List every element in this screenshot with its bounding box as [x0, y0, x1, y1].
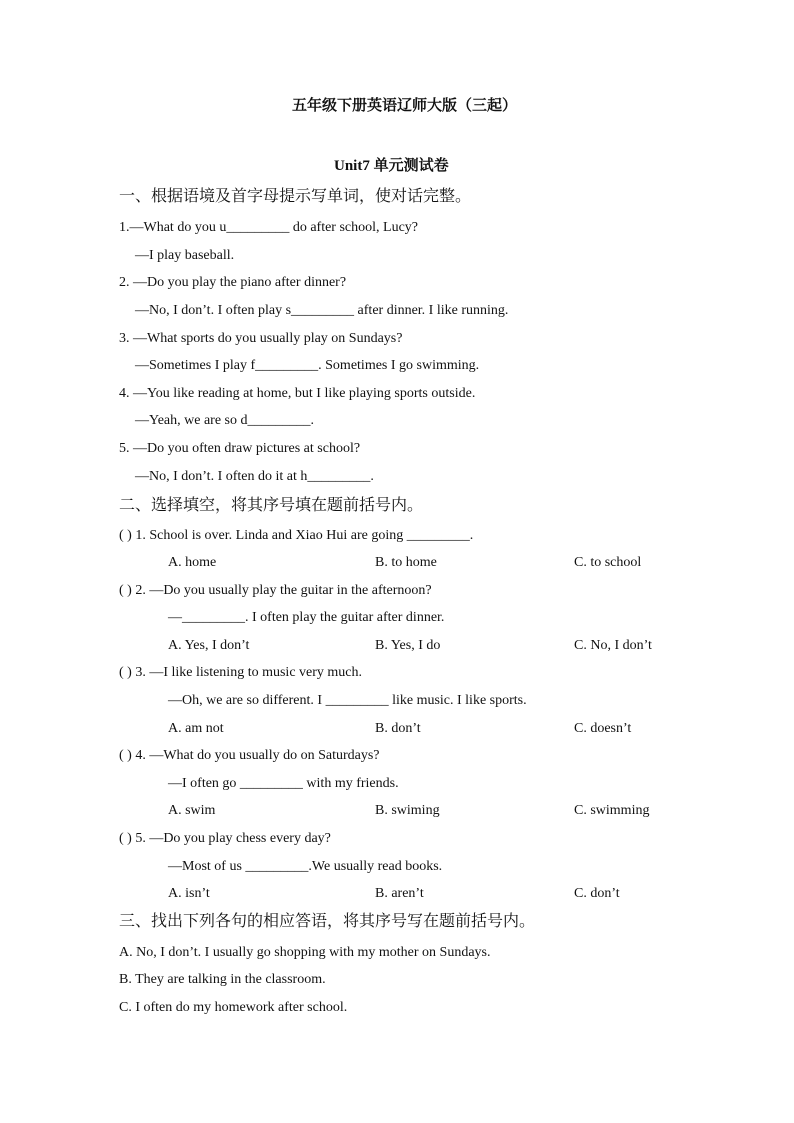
- s2-q4-option-a: A. swim: [168, 803, 216, 818]
- s1-a4: —Yeah, we are so d_________.: [135, 413, 314, 428]
- page-title: 五年级下册英语辽师大版（三起）: [292, 96, 518, 114]
- s1-a1: —I play baseball.: [135, 248, 235, 263]
- s3-option-c: C. I often do my homework after school.: [119, 1000, 348, 1015]
- s1-a2: —No, I don’t. I often play s_________ after dinner. I like running.: [135, 303, 509, 318]
- section1-heading: 一、根据语境及首字母提示写单词，使对话完整。: [119, 186, 472, 205]
- section3-heading: 三、找出下列各句的相应答语，将其序号写在题前括号内。: [119, 911, 536, 930]
- s2-q3-line2: —Oh, we are so different. I _________ like music. I like sports.: [168, 693, 527, 708]
- s2-q2-line2: —_________. I often play the guitar after dinner.: [168, 610, 445, 625]
- s1-a5: —No, I don’t. I often do it at h_________.: [135, 469, 374, 484]
- s2-q5-option-c: C. don’t: [574, 886, 620, 901]
- s1-a3: —Sometimes I play f_________. Sometimes I go swimming.: [135, 358, 480, 373]
- s1-q2: 2. —Do you play the piano after dinner?: [119, 275, 347, 290]
- s2-q2: ( ) 2. —Do you usually play the guitar in the afternoon?: [119, 583, 432, 598]
- s2-q3-option-a: A. am not: [168, 721, 224, 736]
- s2-q5-option-b: B. aren’t: [375, 886, 424, 901]
- s2-q1-option-c: C. to school: [574, 555, 642, 570]
- s2-q3-option-c: C. doesn’t: [574, 721, 632, 736]
- s2-q1-option-b: B. to home: [375, 555, 437, 570]
- s3-option-b: B. They are talking in the classroom.: [119, 972, 326, 987]
- s2-q2-option-c: C. No, I don’t: [574, 638, 652, 653]
- s2-q1-option-a: A. home: [168, 555, 217, 570]
- s3-option-a: A. No, I don’t. I usually go shopping with my mother on Sundays.: [119, 945, 491, 960]
- s2-q4-option-c: C. swimming: [574, 803, 650, 818]
- s2-q5-option-a: A. isn’t: [168, 886, 210, 901]
- s2-q4-option-b: B. swiming: [375, 803, 440, 818]
- section2-heading: 二、选择填空，将其序号填在题前括号内。: [119, 495, 424, 514]
- s2-q3: ( ) 3. —I like listening to music very much.: [119, 665, 363, 680]
- s1-q3: 3. —What sports do you usually play on Sundays?: [119, 331, 403, 346]
- s1-q4: 4. —You like reading at home, but I like playing sports outside.: [119, 386, 476, 401]
- s2-q3-option-b: B. don’t: [375, 721, 421, 736]
- s2-q4-line2: —I often go _________ with my friends.: [168, 776, 399, 791]
- s2-q1: ( ) 1. School is over. Linda and Xiao Hui are going _________.: [119, 528, 474, 543]
- s2-q2-option-a: A. Yes, I don’t: [168, 638, 250, 653]
- s2-q5: ( ) 5. —Do you play chess every day?: [119, 831, 331, 846]
- page-subtitle: Unit7 单元测试卷: [334, 158, 449, 174]
- s1-q1: 1.—What do you u_________ do after school, Lucy?: [119, 220, 418, 235]
- s2-q2-option-b: B. Yes, I do: [375, 638, 441, 653]
- s2-q5-line2: —Most of us _________.We usually read books.: [168, 859, 443, 874]
- s1-q5: 5. —Do you often draw pictures at school?: [119, 441, 361, 456]
- s2-q4: ( ) 4. —What do you usually do on Saturdays?: [119, 748, 380, 763]
